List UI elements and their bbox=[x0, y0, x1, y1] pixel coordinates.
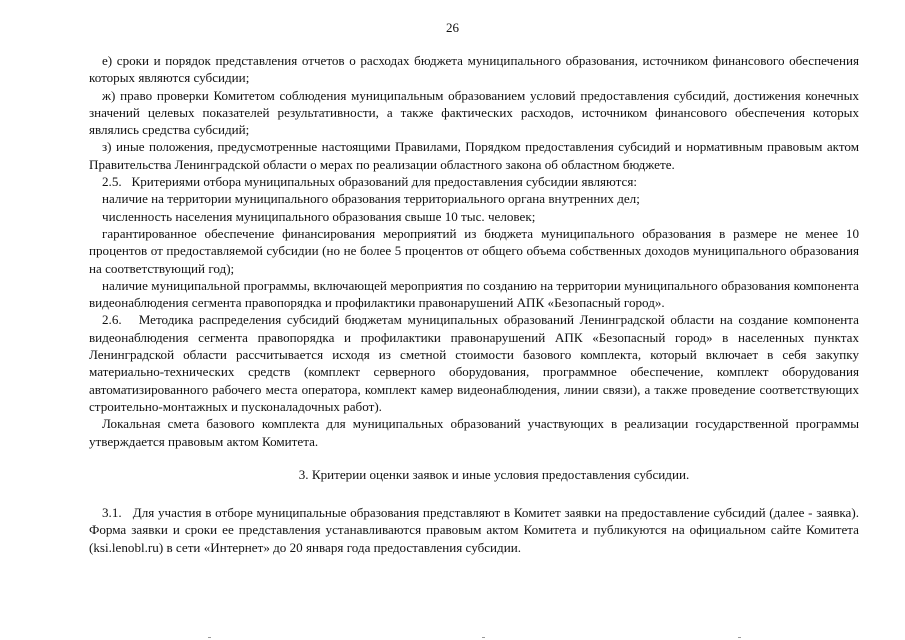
document-body bbox=[89, 52, 859, 556]
paragraph-item-e: е) сроки и порядок представления отчетов о расходах бюджета муниципального образования, источником финансового обеспечения которых являются субсидии; bbox=[89, 53, 859, 86]
scan-artifacts bbox=[0, 634, 905, 640]
page-number: 26 bbox=[446, 20, 459, 35]
criterion-cofinancing: гарантированное обеспечение финансирования мероприятий из бюджета муниципального образования в размере не менее 10 процентов от предоставляемой субсидии (но не более 5 процентов от общего объема собственных доходов муниципального образования на соответствующий год); bbox=[89, 225, 859, 276]
section-3-heading: 3. Критерии оценки заявок и иные условия предоставления субсидии. bbox=[298, 466, 690, 482]
scan-speck bbox=[738, 637, 741, 638]
paragraph-local-estimate: Локальная смета базового комплекта для муниципальных образований участвующих в реализации государственной программы утверждается правовым актом Комитета. bbox=[89, 416, 859, 449]
paragraph-2-5: 2.5. Критериями отбора муниципальных образований для предоставления субсидии являются: bbox=[102, 174, 638, 190]
paragraph-2-6: 2.6. Методика распределения субсидий бюджетам муниципальных образований Ленинградской области на создание компонента видеонаблюдения сегмента правопорядка и профилактики правонарушений АПК «Безопасный город» в населенных пунктах Ленинградской области рассчитывается исходя из сметной стоимости базового комплекта, который включает в себя закупку материально-технических средств (комплект серверного оборудования, программное обеспечение, комплект оборудования автоматизированного рабочего места оператора, комплект камер видеонаблюдения, линии связи), а также проведение соответствующих строительно-монтажных и пусконаладочных работ). bbox=[89, 312, 859, 414]
paragraph-3-1: 3.1. Для участия в отборе муниципальные образования представляют в Комитет заявки на предоставление субсидий (далее - заявка). Форма заявки и сроки ее представления устанавливаются правовым актом Комитета и публикуются на официальном сайте Комитета (ksi.lenobl.ru) в сети «Интернет» до 20 января года предоставления субсидии. bbox=[89, 505, 859, 555]
paragraph-item-zh: ж) право проверки Комитетом соблюдения муниципальным образованием условий предоставления субсидий, достижения конечных значений целевых показателей результативности, а также фактических расходов, источником финансового обеспечения которых являлись средства субсидий; bbox=[89, 87, 859, 138]
scan-speck bbox=[482, 637, 485, 638]
criterion-municipal-program: наличие муниципальной программы, включающей мероприятия по созданию на территории муниципального образования компонента видеонаблюдения сегмента правопорядка и профилактики правонарушений АПК «Безопасный город». bbox=[89, 277, 859, 311]
criterion-population: численность населения муниципального образования свыше 10 тыс. человек; bbox=[102, 208, 536, 224]
scan-speck bbox=[208, 637, 211, 638]
criterion-internal-affairs: наличие на территории муниципального образования территориального органа внутренних дел; bbox=[102, 191, 640, 207]
paragraph-item-z: з) иные положения, предусмотренные настоящими Правилами, Порядком предоставления субсидий и нормативным правовым актом Правительства Ленинградской области о мерах по реализации областного закона об областном бюджете. bbox=[89, 139, 859, 172]
